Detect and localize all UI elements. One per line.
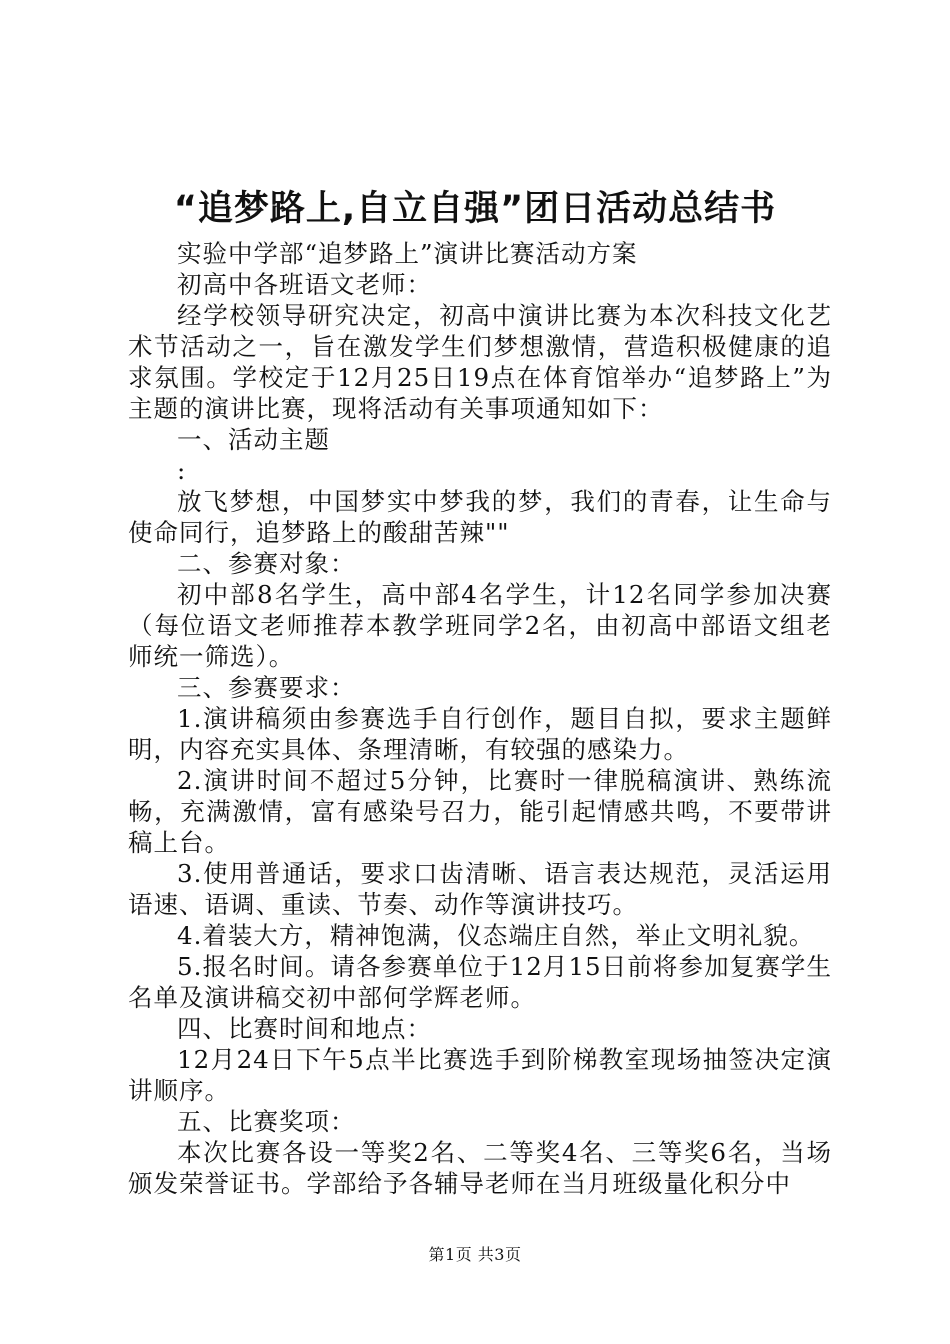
document-body [128,238,832,1199]
paragraph: 经学校领导研究决定，初高中演讲比赛为本次科技文化艺术节活动之一，旨在激发学生们梦想激情，营造积极健康的追求氛围。学校定于12月25日19点在体育馆举办“追梦路上”为主题的演讲比赛，现将活动有关事项通知如下： [128,301,832,423]
paragraph: 实验中学部“追梦路上”演讲比赛活动方案 [177,239,638,268]
section-heading: 四、比赛时间和地点： [177,1014,432,1043]
paragraph: 5.报名时间。请各参赛单位于12月15日前将参加复赛学生名单及演讲稿交初中部何学辉老师。 [128,952,832,1012]
paragraph: 初高中各班语文老师： [177,270,432,299]
section-heading: 五、比赛奖项： [177,1107,356,1136]
paragraph: : [177,456,187,485]
section-heading: 三、参赛要求： [177,673,356,702]
document-title: “追梦路上,自立自强”团日活动总结书 [173,189,777,229]
paragraph: 放飞梦想，中国梦实中梦我的梦，我们的青春，让生命与使命同行，追梦路上的酸甜苦辣"" [128,487,832,547]
paragraph: 2.演讲时间不超过5分钟，比赛时一律脱稿演讲、熟练流畅，充满激情，富有感染号召力，能引起情感共鸣，不要带讲稿上台。 [128,766,832,857]
section-heading: 一、活动主题 [177,425,330,454]
paragraph: 初中部8名学生，高中部4名学生，计12名同学参加决赛（每位语文老师推荐本教学班同学2名，由初高中部语文组老师统一筛选）。 [128,580,832,671]
paragraph: 4.着装大方，精神饱满，仪态端庄自然，举止文明礼貌。 [177,921,815,950]
paragraph: 本次比赛各设一等奖2名、二等奖4名、三等奖6名，当场颁发荣誉证书。学部给予各辅导老师在当月班级量化积分中 [128,1138,832,1198]
page-footer: 第1页 共3页 [428,1245,522,1264]
paragraph: 1.演讲稿须由参赛选手自行创作，题目自拟，要求主题鲜明，内容充实具体、条理清晰，有较强的感染力。 [128,704,832,764]
paragraph: 12月24日下午5点半比赛选手到阶梯教室现场抽签决定演讲顺序。 [128,1045,832,1105]
paragraph: 3.使用普通话，要求口齿清晰、语言表达规范，灵活运用语速、语调、重读、节奏、动作等演讲技巧。 [128,859,832,919]
section-heading: 二、参赛对象： [177,549,356,578]
